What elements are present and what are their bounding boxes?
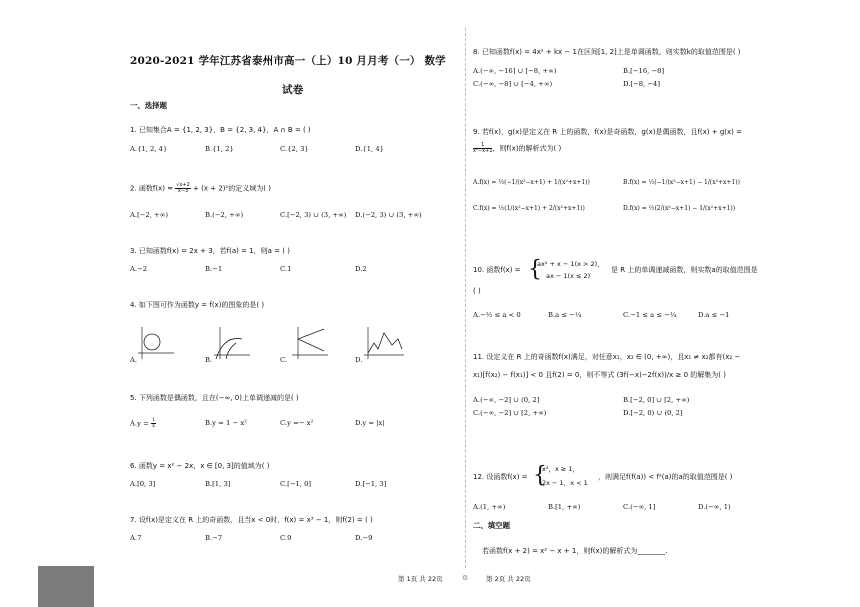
question-9-cont: $\frac{1}{\text{x²−x+1}}$ ，则f(x)的解析式为( ) [473, 142, 562, 154]
gear-icon[interactable]: ⚙ [462, 574, 469, 582]
q2-option-d[interactable]: D.(−2, 3) ∪ (3, +∞) [355, 211, 422, 219]
q9-option-c[interactable]: C.f(x) = ½(1/(x²−x+1) + 2/(x²+x+1)) [473, 205, 585, 212]
page-number-left: 第 1页 共 22页 [398, 575, 443, 583]
q11-option-d[interactable]: D.[−2, 0) ∪ (0, 2] [623, 409, 683, 417]
q6-option-c[interactable]: C.[−1, 0] [280, 480, 312, 488]
q3-option-b[interactable]: B.−1 [205, 265, 223, 273]
q10-option-b[interactable]: B.a ≤ −¼ [548, 311, 582, 319]
question-5: 5. 下列函数是偶函数，且在(−∞, 0)上单调递减的是( ) [130, 394, 299, 402]
q10-option-d[interactable]: D.a ≤ −1 [698, 311, 730, 319]
q1-option-c[interactable]: C.{2, 3} [280, 145, 309, 153]
question-3: 3. 已知函数f(x) = 2x + 3，若f(a) = 1，则a = ( ) [130, 247, 290, 255]
q12-case-1: x²，x ≥ 1， [542, 465, 580, 473]
question-2: 2. 函数f(x) = $\frac{√x+2}{x-3}$ + (x + 2)⁰的定义域为( ) [130, 182, 271, 194]
q10-brace: { [528, 257, 542, 282]
section-fill-heading: 二、填空题 [473, 521, 510, 530]
q10-case-1: ax² + x − 1(x > 2)， [537, 260, 604, 268]
q6-option-d[interactable]: D.[−1, 3] [355, 480, 387, 488]
q9-option-b[interactable]: B.f(x) = ½(−1/(x²−x+1) − 1/(x²+x+1)) [623, 179, 740, 186]
q7-option-a[interactable]: A.7 [130, 534, 142, 542]
q5-option-a[interactable]: A.y = $\frac{1}{x}$ [130, 417, 156, 429]
q11-option-a[interactable]: A.(−∞, −2] ∪ (0, 2] [473, 396, 540, 404]
q4-option-b[interactable]: B. [205, 356, 213, 364]
section-choice-heading: 一、选择题 [130, 101, 167, 110]
page-number-right: 第 2页 共 22页 [486, 575, 531, 583]
q8-option-d[interactable]: D.[−8, −4] [623, 80, 661, 88]
q12-option-a[interactable]: A.(1, +∞) [473, 503, 506, 511]
q10-option-c[interactable]: C.−1 ≤ a ≤ −¼ [623, 311, 677, 319]
question-11-cont: x₁)[f(x₂) − f(x₁)] < 0 且f(2) = 0，则不等式 (3f(−x)−2f(x))/x ≥ 0 的解集为( ) [473, 371, 726, 379]
question-9: 9. 若f(x)，g(x)是定义在 R 上的函数，f(x)是奇函数，g(x)是偶函数，且f(x) + g(x) = [473, 128, 742, 136]
q5-option-d[interactable]: D.y = |x| [355, 419, 385, 427]
q4-graph-d [362, 325, 406, 361]
q5-option-b[interactable]: B.y = 1 − x² [205, 419, 247, 427]
q7-option-b[interactable]: B.−7 [205, 534, 223, 542]
q1-option-a[interactable]: A.{1, 2, 4} [130, 145, 168, 153]
q4-option-d[interactable]: D. [355, 356, 363, 364]
q2-option-b[interactable]: B.(−2, +∞) [205, 211, 244, 219]
q12-case-2: 2x − 1，x < 1 [542, 479, 588, 487]
q3-option-a[interactable]: A.−2 [130, 265, 148, 273]
q6-option-b[interactable]: B.[1, 3] [205, 480, 231, 488]
q12-brace: { [533, 463, 547, 488]
question-8: 8. 已知函数f(x) = 4x² + kx − 1在区间[1, 2]上是单调函数，则实数k的取值范围是( ) [473, 48, 741, 56]
question-10-prefix: 10. 函数f(x) = [473, 266, 521, 274]
q10-case-2: ax − 1(x ≤ 2) [546, 272, 591, 280]
question-10-suffix: 是 R 上的单调递减函数，则实数a的取值范围是 [611, 266, 758, 274]
q4-graph-b [212, 325, 252, 361]
question-12-prefix: 12. 设函数f(x) = [473, 473, 528, 481]
q9-option-a[interactable]: A.f(x) = ½(−1/(x²−x+1) + 1/(x²+x+1)) [473, 179, 590, 186]
q3-option-d[interactable]: D.2 [355, 265, 367, 273]
q8-option-a[interactable]: A.(−∞, −16] ∪ [−8, +∞) [473, 67, 557, 75]
q2-fraction: $\frac{√x+2}{x-3}$ [176, 182, 190, 194]
q1-option-b[interactable]: B.{1, 2} [205, 145, 234, 153]
q6-option-a[interactable]: A.[0, 3] [130, 480, 156, 488]
q4-graph-a [136, 325, 176, 361]
question-4: 4. 如下图可作为函数y = f(x)的图象的是( ) [130, 301, 265, 309]
q3-option-c[interactable]: C.1 [280, 265, 292, 273]
question-11: 11. 设定义在 R 上的奇函数f(x)满足，对任意x₁，x₂ ∈ (0, +∞)，且x₁ ≠ x₂都有(x₂ − [473, 353, 741, 361]
q2-option-a[interactable]: A.[−2, +∞) [130, 211, 169, 219]
fill-question-1: 若函数f(x + 2) = x² − x + 1，则f(x)的解析式为________. [482, 547, 668, 555]
q9-fraction: $\frac{1}{\text{x²−x+1}}$ [473, 142, 493, 154]
q10-option-a[interactable]: A.−½ ≤ a < 0 [473, 311, 521, 319]
exam-title-line2: 试卷 [282, 84, 304, 96]
question-10-paren: ( ) [473, 287, 481, 295]
thumbnail-placeholder [38, 566, 94, 607]
q8-option-b[interactable]: B.[−16, −8] [623, 67, 665, 75]
question-6: 6. 函数y = x² − 2x，x ∈ [0, 3]的值域为( ) [130, 462, 270, 470]
q1-option-d[interactable]: D.{1, 4} [355, 145, 384, 153]
q11-option-b[interactable]: B.[−2, 0] ∪ [2, +∞) [623, 396, 690, 404]
q4-option-a[interactable]: A. [130, 356, 138, 364]
q11-option-c[interactable]: C.(−∞, −2] ∪ [2, +∞) [473, 409, 547, 417]
question-12-suffix: ，则满足f(f(a)) < f²(a)的a的取值范围是( ) [598, 473, 733, 481]
q8-option-c[interactable]: C.(−∞, −8] ∪ [−4, +∞) [473, 80, 553, 88]
q7-option-c[interactable]: C.9 [280, 534, 292, 542]
q5-option-a-fraction: $\frac{1}{x}$ [151, 417, 156, 429]
q12-option-c[interactable]: C.(−∞, 1] [623, 503, 656, 511]
question-7: 7. 设f(x)是定义在 R 上的奇函数，且当x < 0时，f(x) = x³ − 1，则f(2) = ( ) [130, 516, 373, 524]
q12-option-b[interactable]: B.[1, +∞) [548, 503, 581, 511]
q4-option-c[interactable]: C. [280, 356, 288, 364]
q2-option-c[interactable]: C.[−2, 3) ∪ (3, +∞) [280, 211, 347, 219]
q9-option-d[interactable]: D.f(x) = ½(2/(x²−x+1) − 1/(x²+x+1)) [623, 205, 736, 212]
exam-title-line1: 2020-2021 学年江苏省泰州市高一（上）10 月月考（一） 数学 [130, 55, 446, 67]
question-1: 1. 已知集合A = {1, 2, 3}，B = {2, 3, 4}，A ∩ B = ( ) [130, 126, 311, 134]
q12-option-d[interactable]: D.(−∞, 1) [698, 503, 731, 511]
q5-option-c[interactable]: C.y =− x² [280, 419, 314, 427]
q7-option-d[interactable]: D.−9 [355, 534, 373, 542]
right-page [430, 0, 860, 607]
q4-graph-c [290, 325, 330, 361]
